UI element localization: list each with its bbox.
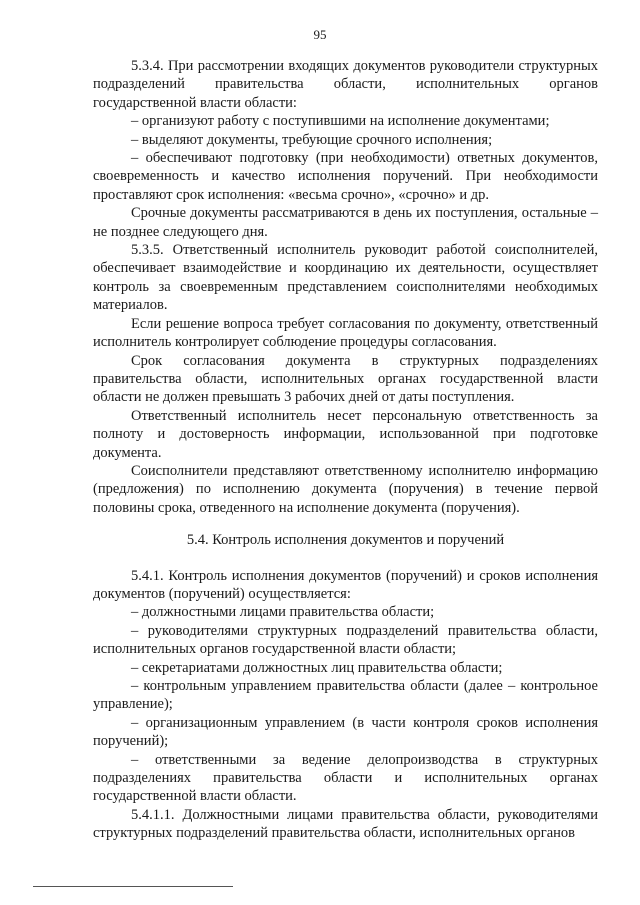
paragraph-approval-term: Срок согласования документа в структурных подразделениях правительства области, исполнительных органах государственной власти области не должен превышать 3 рабочих дней от даты поступления.: [93, 352, 598, 406]
list-item-secretariats: – секретариатами должностных лиц правительства области;: [131, 659, 503, 676]
paragraph-5-3-5: 5.3.5. Ответственный исполнитель руководит работой соисполнителей, обеспечивает взаимодействие и координацию их деятельности, осуществляет контроль за своевременным представлением соисполнителями необходимых материалов.: [93, 242, 598, 314]
paragraph-5-3-4: 5.3.4. При рассмотрении входящих документов руководители структурных подразделений правительства области, исполнительных органов государственной власти области:: [93, 58, 598, 111]
section-heading-5-4: 5.4. Контроль исполнения документов и поручений: [186, 532, 505, 549]
list-item-officials: – должностными лицами правительства области;: [131, 604, 435, 621]
list-item-record-keepers: – ответственными за ведение делопроизводства в структурных подразделениях правительства области и исполнительных органах государственной власти области.: [93, 751, 598, 805]
page-number: 95: [313, 27, 327, 42]
paragraph-urgent-documents: Срочные документы рассматриваются в день их поступления, остальные – не позднее следующего дня.: [93, 205, 598, 240]
paragraph-5-4-1-1: 5.4.1.1. Должностными лицами правительства области, руководителями структурных подразделений правительства области, исполнительных органов: [93, 806, 598, 842]
paragraph-co-executors: Соисполнители представляют ответственному исполнителю информацию (предложения) по исполнению документа (поручения) в течение первой половины срока, отведенного на исполнение документа (поручения).: [93, 462, 598, 516]
paragraph-responsibility: Ответственный исполнитель несет персональную ответственность за полноту и достоверность информации, использованной при подготовке документа.: [93, 407, 598, 461]
list-item-organizational-department: – организационным управлением (в части контроля сроков исполнения поручений);: [93, 714, 598, 750]
footer-rule: [33, 886, 233, 887]
document-body: [93, 57, 598, 843]
paragraph-approval: Если решение вопроса требует согласования по документу, ответственный исполнитель контролирует соблюдение процедуры согласования.: [93, 315, 598, 351]
list-item-control-department: – контрольным управлением правительства области (далее – контрольное управление);: [93, 678, 598, 713]
list-item-select-urgent: – выделяют документы, требующие срочного исполнения;: [131, 131, 493, 148]
list-item-organize: – организуют работу с поступившими на исполнение документами;: [131, 113, 550, 130]
paragraph-5-4-1: 5.4.1. Контроль исполнения документов (поручений) и сроков исполнения документов (поручений) осуществляется:: [93, 567, 598, 602]
list-item-provide-preparation: – обеспечивают подготовку (при необходимости) ответных документов, своевременность и качество исполнения поручений. При необходимости проставляют срок исполнения: «весьма срочно», «срочно» и др.: [93, 150, 598, 203]
list-item-heads: – руководителями структурных подразделений правительства области, исполнительных органов государственной власти области;: [93, 622, 598, 658]
